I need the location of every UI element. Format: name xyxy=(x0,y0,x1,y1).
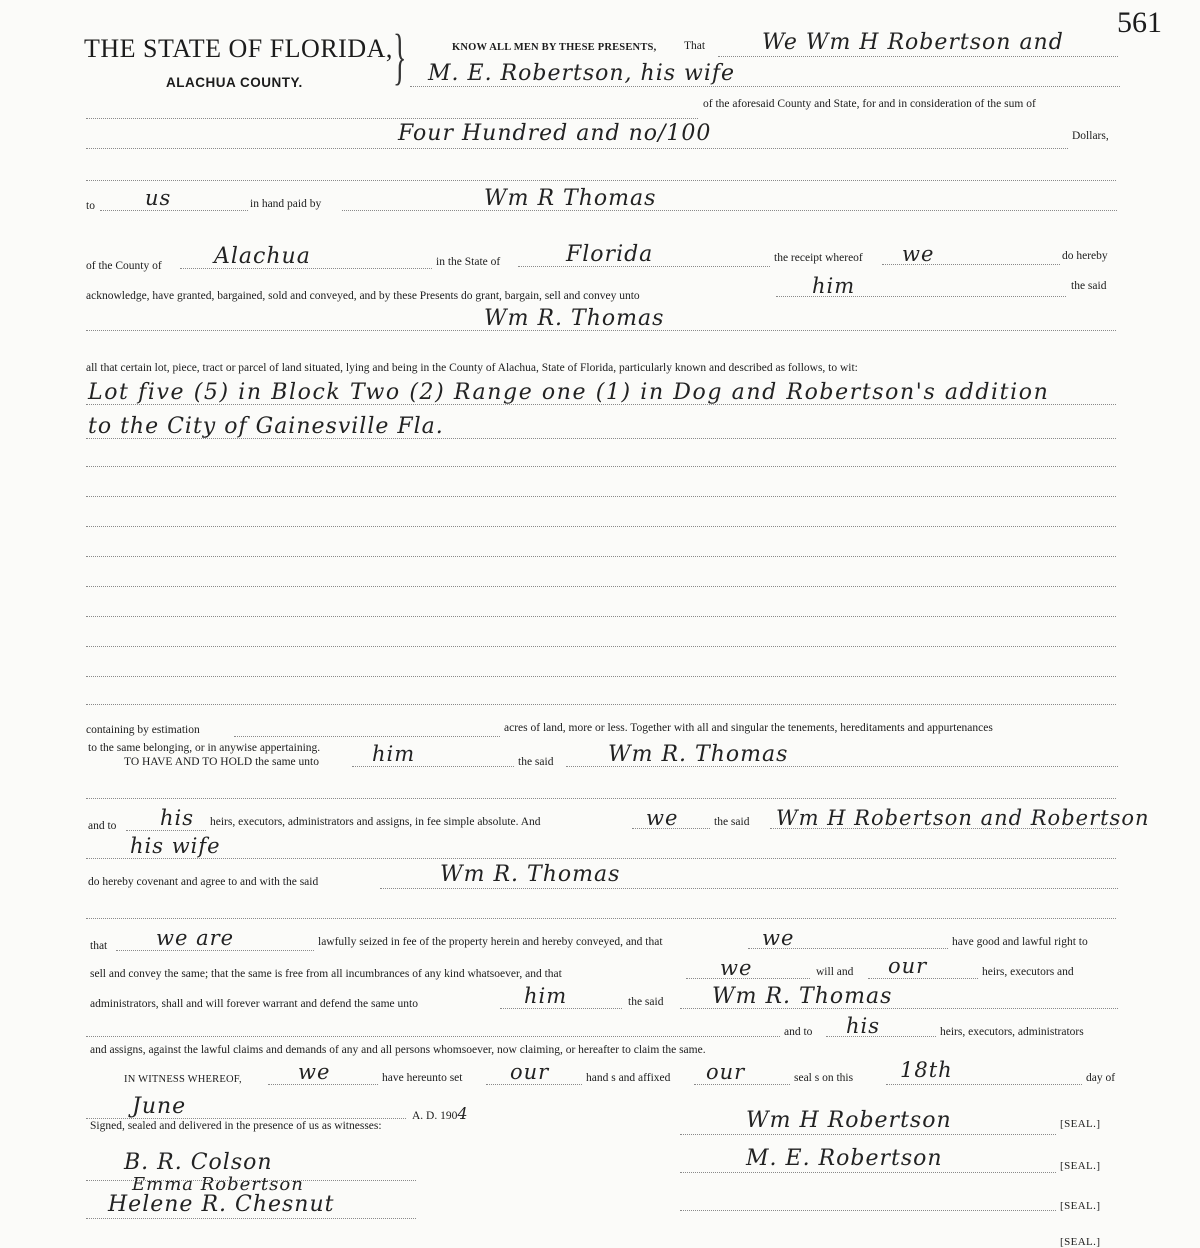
seal-label-3: [SEAL.] xyxy=(1060,1200,1101,1212)
ad-text: A. D. 190 xyxy=(412,1110,458,1122)
warranty-party: Wm R. Thomas xyxy=(712,984,893,1009)
desc-line-7 xyxy=(86,586,1116,587)
will-line xyxy=(868,978,978,979)
seized-value: we xyxy=(762,926,795,950)
set-value: our xyxy=(510,1060,550,1084)
heirs-admin-text: heirs, executors, administrators xyxy=(940,1026,1084,1038)
that-line xyxy=(116,950,314,951)
desc-line-5 xyxy=(86,526,1116,527)
witness-signature-2: Emma Robertson xyxy=(132,1174,304,1195)
heirs-text: heirs, executors, administrators and assigns, in fee simple absolute. And xyxy=(210,816,541,828)
county-title: ALACHUA COUNTY. xyxy=(166,75,303,90)
land-intro: all that certain lot, piece, tract or parcel of land situated, lying and being in the County of Alachua, State of Florida, particularly known and described as follows, to wit: xyxy=(86,362,858,374)
desc-line-2 xyxy=(86,438,1116,439)
seal-label-4: [SEAL.] xyxy=(1060,1236,1101,1248)
warranty-and-to-line xyxy=(826,1036,936,1037)
witness-line-2 xyxy=(86,1218,416,1219)
receipt-line xyxy=(882,264,1060,265)
warranty-party-line xyxy=(680,1008,1118,1009)
desc-line-11 xyxy=(86,704,1116,705)
and-line xyxy=(632,828,710,829)
desc-line-10 xyxy=(86,676,1116,677)
county-handwritten: Alachua xyxy=(214,244,311,269)
administrators-text: administrators, shall and will forever warrant and defend the same unto xyxy=(90,998,418,1010)
grantors-handwritten-2: M. E. Robertson, his wife xyxy=(428,61,736,86)
grantors-cont-line xyxy=(86,858,1116,859)
grantor-signature-1: Wm H Robertson xyxy=(746,1108,952,1133)
warranty-and-to: and to xyxy=(784,1026,813,1038)
habendum-the-said: the said xyxy=(518,756,554,768)
to-have-label: TO HAVE AND TO HOLD the same unto xyxy=(124,756,319,768)
habendum-grantors: Wm H Robertson and Robertson xyxy=(776,806,1150,830)
covenant-text: do hereby covenant and agree to and with the said xyxy=(88,876,319,888)
affixed-value: our xyxy=(706,1060,746,1084)
witness-signature-1: B. R. Colson xyxy=(124,1150,273,1175)
unto-line xyxy=(776,296,1066,297)
to-line xyxy=(100,210,248,211)
month-value: June xyxy=(132,1094,187,1119)
header-brace: } xyxy=(393,23,407,91)
in-witness-label: IN WITNESS WHEREOF, xyxy=(124,1074,242,1085)
know-all-men: KNOW ALL MEN BY THESE PRESENTS, xyxy=(452,42,657,53)
aforesaid-text: of the aforesaid County and State, for and in consideration of the sum of xyxy=(703,98,1036,110)
signature-line-2 xyxy=(680,1172,1056,1173)
witness-value: we xyxy=(298,1060,331,1084)
sell-text: sell and convey the same; that the same is free from all incumbrances of any kind whatsoever, and that xyxy=(90,968,562,980)
habendum-grantors-cont: his wife xyxy=(130,834,221,858)
covenant-line xyxy=(380,888,1118,889)
do-hereby-label: do hereby xyxy=(1062,250,1108,262)
warranty-unto-line xyxy=(500,1008,622,1009)
blank-line-3 xyxy=(86,918,1116,919)
day-line xyxy=(886,1084,1082,1085)
month-line xyxy=(86,1118,406,1119)
blank-line-2 xyxy=(86,798,1116,799)
state-line xyxy=(518,266,770,267)
desc-line-8 xyxy=(86,616,1116,617)
witness-line xyxy=(268,1084,378,1085)
desc-line-9 xyxy=(86,646,1116,647)
and-to-label: and to xyxy=(88,820,117,832)
to-label: to xyxy=(86,200,95,212)
witness-signature-3: Helene R. Chesnut xyxy=(108,1192,335,1217)
to-have-value: him xyxy=(372,742,416,766)
that-label: That xyxy=(684,40,706,52)
will-value: our xyxy=(888,954,928,978)
signature-line-1 xyxy=(680,1134,1056,1135)
land-description-2: to the City of Gainesville Fla. xyxy=(88,414,444,439)
county-line xyxy=(180,268,432,269)
blank-line-1 xyxy=(86,180,1116,181)
have-set-label: have hereunto set xyxy=(382,1072,463,1084)
sell-line xyxy=(686,978,810,979)
payer-line xyxy=(342,210,1117,211)
day-of-label: day of xyxy=(1086,1072,1116,1084)
page-number: 561 xyxy=(1117,6,1162,39)
unto-handwritten: him xyxy=(812,274,856,298)
warranty-the-said: the said xyxy=(628,996,664,1008)
grantors-line-2 xyxy=(410,86,1120,87)
and-to-value: his xyxy=(160,806,195,830)
sum-line xyxy=(86,148,1068,149)
seal-label-2: [SEAL.] xyxy=(1060,1160,1101,1172)
acres-text: acres of land, more or less. Together with all and singular the tenements, hereditaments and appurtenances xyxy=(504,722,993,734)
warranty-and-to-value: his xyxy=(846,1014,881,1038)
right-to-text: have good and lawful right to xyxy=(952,936,1088,948)
assigns-text: and assigns, against the lawful claims and demands of any and all persons whomsoever, now claiming, or hereafter to claim the same. xyxy=(90,1044,706,1056)
the-said-label: the said xyxy=(1071,280,1107,292)
that-value: we are xyxy=(156,926,235,950)
grantors-line-1 xyxy=(718,56,1118,57)
belonging-text: to the same belonging, or in anywise appertaining. xyxy=(88,742,321,754)
and-to-line xyxy=(126,830,206,831)
desc-line-3 xyxy=(86,466,1116,467)
hand-paid-label: in hand paid by xyxy=(250,198,322,210)
covenant-party: Wm R. Thomas xyxy=(440,862,621,887)
warranty-unto-value: him xyxy=(524,984,568,1008)
grantor-signature-2: M. E. Robertson xyxy=(746,1146,943,1171)
that-label-2: that xyxy=(90,940,108,952)
land-description-1: Lot five (5) in Block Two (2) Range one (1) in Dog and Robertson's addition xyxy=(88,380,1050,405)
to-value: us xyxy=(145,186,172,210)
acknowledge-text: acknowledge, have granted, bargained, sold and conveyed, and by these Presents do grant, bargain, sell and convey unto xyxy=(86,290,640,302)
sell-value: we xyxy=(720,956,753,980)
habendum-grantors-line xyxy=(770,828,1120,829)
seized-line xyxy=(748,948,948,949)
signature-line-3 xyxy=(680,1210,1056,1211)
seal-on-label: seal s on this xyxy=(794,1072,854,1084)
of-county-label: of the County of xyxy=(86,260,162,272)
receipt-handwritten: we xyxy=(902,242,935,266)
in-state-label: in the State of xyxy=(436,256,501,268)
blank-line-4 xyxy=(86,1036,780,1037)
acres-line xyxy=(234,736,500,737)
containing-label: containing by estimation xyxy=(86,724,200,736)
dollars-label: Dollars, xyxy=(1072,130,1109,142)
and-value: we xyxy=(646,806,679,830)
set-line xyxy=(486,1084,582,1085)
to-have-line xyxy=(352,766,514,767)
habendum-grantee: Wm R. Thomas xyxy=(608,742,789,767)
desc-line-4 xyxy=(86,496,1116,497)
habendum-grantee-line xyxy=(566,766,1118,767)
heirs-exec-text: heirs, executors and xyxy=(982,966,1074,978)
signed-text: Signed, sealed and delivered in the presence of us as witnesses: xyxy=(90,1120,382,1132)
aforesaid-line xyxy=(86,118,698,119)
habendum-the-said-2: the said xyxy=(714,816,750,828)
sum-handwritten: Four Hundred and no/100 xyxy=(398,121,712,146)
state-handwritten: Florida xyxy=(566,242,654,267)
affixed-line xyxy=(694,1084,790,1085)
day-value: 18th xyxy=(900,1058,953,1082)
hand-affixed-label: hand s and affixed xyxy=(586,1072,671,1084)
seized-text: lawfully seized in fee of the property herein and hereby conveyed, and that xyxy=(318,936,663,948)
grantee-line xyxy=(86,330,1116,331)
grantee-handwritten: Wm R. Thomas xyxy=(484,306,665,331)
payer-handwritten: Wm R Thomas xyxy=(484,186,657,211)
grantors-handwritten-1: We Wm H Robertson and xyxy=(762,30,1064,55)
receipt-label: the receipt whereof xyxy=(774,252,863,264)
ad-label xyxy=(412,1104,469,1123)
witness-line-1 xyxy=(86,1180,416,1181)
will-and-label: will and xyxy=(816,966,854,978)
desc-line-1 xyxy=(86,404,1116,405)
desc-line-6 xyxy=(86,556,1116,557)
year-value: 4 xyxy=(457,1104,469,1123)
seal-label-1: [SEAL.] xyxy=(1060,1118,1101,1130)
state-title: THE STATE OF FLORIDA, xyxy=(84,34,393,63)
